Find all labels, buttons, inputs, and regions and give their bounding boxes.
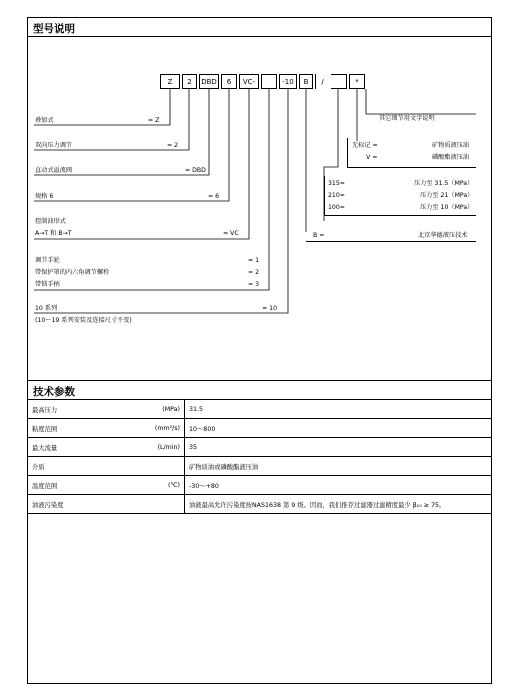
value-size: = 6 bbox=[208, 193, 220, 200]
medium-value-1: 矿物质液压油 bbox=[432, 142, 470, 149]
value-series: = 10 bbox=[262, 305, 278, 312]
model-section-title: 型号说明 bbox=[33, 23, 75, 35]
label-series-sub: (10～19 系列安装及连接尺寸不变) bbox=[35, 317, 132, 324]
table-row bbox=[28, 438, 491, 457]
label-size: 规格 6 bbox=[35, 193, 54, 200]
param-name: 介质 bbox=[28, 457, 106, 476]
label-control-sub: A→T 和 B→T bbox=[35, 230, 72, 237]
label-bidirectional: 双向压力调节 bbox=[35, 142, 73, 149]
label-adjust-1: 调节手轮 bbox=[35, 257, 60, 264]
table-row bbox=[28, 419, 491, 438]
param-value: 油液最高允许污染度按NAS1638 第 9 级。因而，我们推荐过滤器过滤精度最少 β₁₀ ≥ 75。 bbox=[185, 495, 492, 514]
table-row bbox=[28, 476, 491, 495]
param-value: 10～800 bbox=[185, 419, 492, 438]
medium-box-left bbox=[347, 138, 348, 168]
pressure-value-1: 压力至 31.5（MPa） bbox=[414, 180, 474, 187]
value-adjust-2: = 2 bbox=[248, 269, 260, 276]
medium-key-2: V = bbox=[366, 154, 378, 161]
table-row bbox=[28, 495, 491, 514]
label-control: 控制油形式 bbox=[35, 218, 66, 225]
label-other: 其它细节用文字说明 bbox=[379, 115, 435, 122]
pressure-value-3: 压力至 10（MPa） bbox=[420, 204, 474, 211]
param-value: 矿物质油或磷酸酯液压油 bbox=[185, 457, 492, 476]
param-unit: (mm²/s) bbox=[106, 419, 185, 438]
table-row bbox=[28, 400, 491, 419]
param-unit bbox=[106, 457, 185, 476]
param-unit: (℃) bbox=[106, 476, 185, 495]
code-b: B bbox=[299, 74, 313, 89]
pressure-box-left bbox=[324, 176, 325, 216]
code-z: Z bbox=[160, 74, 180, 89]
param-unit: (MPa) bbox=[106, 400, 185, 419]
pressure-key-1: 315= bbox=[328, 180, 345, 187]
value-control: = VC bbox=[223, 230, 239, 237]
label-adjust-2: 带保护罩的内六角调节螺栓 bbox=[35, 269, 110, 276]
param-value: 35 bbox=[185, 438, 492, 457]
label-stack: 叠加式 bbox=[35, 117, 54, 124]
code-series: -10 bbox=[279, 74, 297, 89]
code-2: 2 bbox=[182, 74, 197, 89]
code-dbd: DBD bbox=[199, 74, 219, 89]
tech-key: B = bbox=[313, 232, 325, 239]
param-unit: (L/min) bbox=[106, 438, 185, 457]
pressure-key-2: 210= bbox=[328, 192, 345, 199]
code-slash: / bbox=[315, 74, 329, 89]
pressure-box-bottom bbox=[324, 215, 476, 216]
label-series: 10 系列 bbox=[35, 305, 58, 312]
value-adjust-3: = 3 bbox=[248, 281, 260, 288]
param-unit bbox=[106, 495, 185, 514]
tech-box-bottom bbox=[306, 241, 476, 242]
param-name: 温度范围 bbox=[28, 476, 106, 495]
param-value: -30～+80 bbox=[185, 476, 492, 495]
code-other: * bbox=[349, 74, 365, 89]
param-name: 粘度范围 bbox=[28, 419, 106, 438]
value-bidirectional: = 2 bbox=[167, 142, 179, 149]
param-name: 油液污染度 bbox=[28, 495, 106, 514]
divider bbox=[28, 380, 491, 381]
value-stack: = Z bbox=[148, 117, 160, 124]
pressure-key-3: 100= bbox=[328, 204, 345, 211]
value-adjust-1: = 1 bbox=[248, 257, 260, 264]
pressure-value-2: 压力至 21（MPa） bbox=[420, 192, 474, 199]
param-name: 最高压力 bbox=[28, 400, 106, 419]
table-row bbox=[28, 457, 491, 476]
params-table bbox=[28, 400, 491, 514]
label-adjust-3: 带锁手柄 bbox=[35, 281, 60, 288]
medium-key-1: 无标记 = bbox=[352, 142, 378, 149]
tech-value: 北京华德液压技术 bbox=[418, 232, 468, 239]
code-6: 6 bbox=[221, 74, 237, 89]
code-vc: VC- bbox=[239, 74, 259, 89]
label-direct-relief: 直动式溢流阀 bbox=[35, 167, 73, 174]
value-direct-relief: = DBD bbox=[185, 167, 206, 174]
param-value: 31.5 bbox=[185, 400, 492, 419]
param-name: 最大流量 bbox=[28, 438, 106, 457]
params-section-title: 技术参数 bbox=[33, 386, 75, 398]
medium-box-bottom bbox=[347, 167, 476, 168]
medium-value-2: 磷酸酯液压油 bbox=[432, 154, 470, 161]
